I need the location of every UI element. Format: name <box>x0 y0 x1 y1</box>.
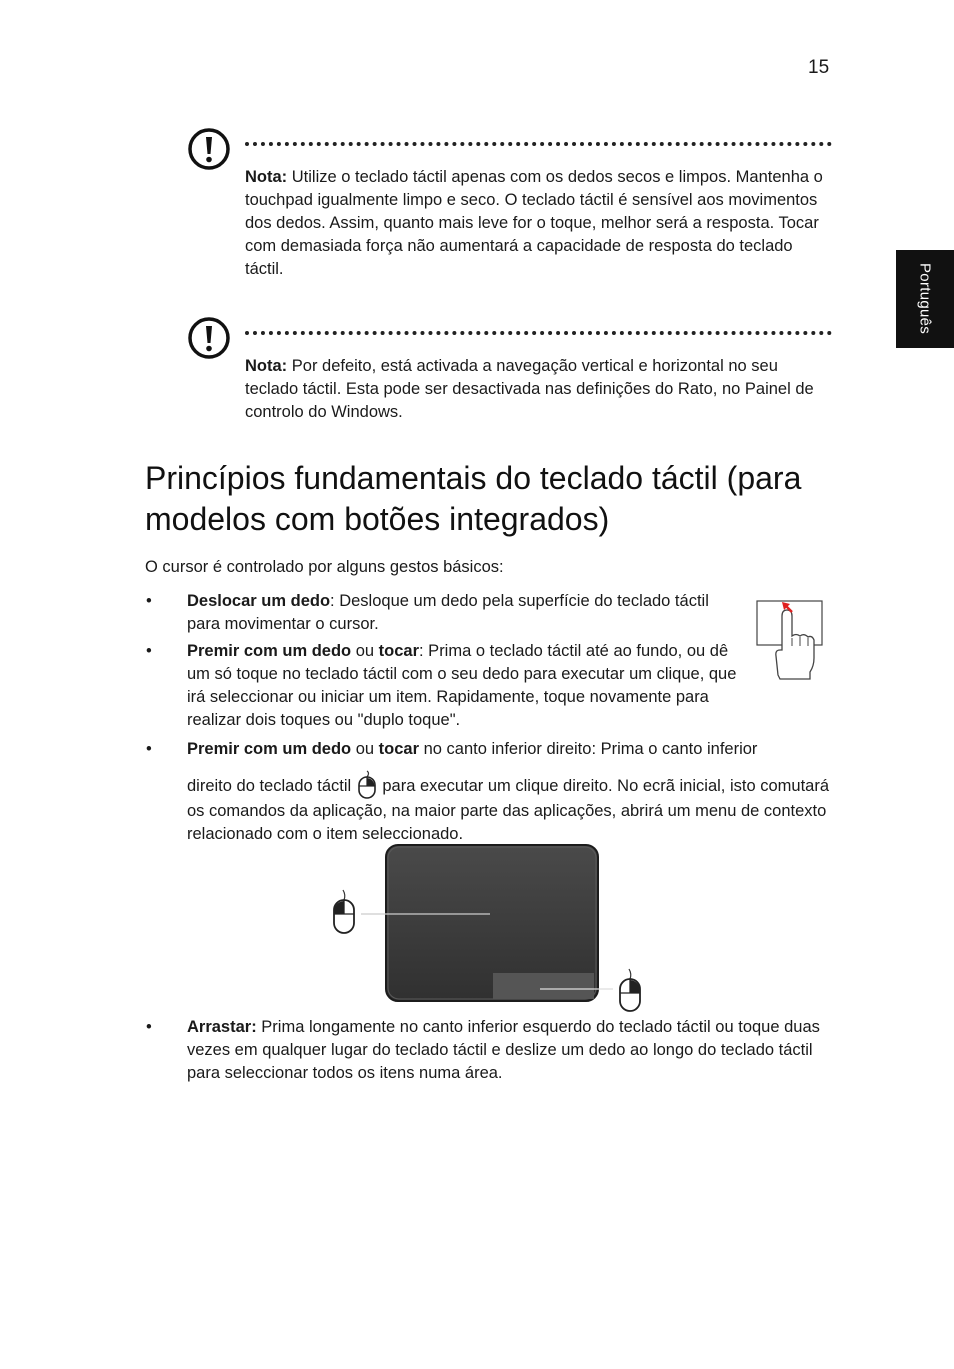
right-click-mouse-icon <box>620 969 640 1011</box>
bullet-1 <box>187 590 737 636</box>
bullet-4 <box>187 1016 827 1085</box>
bullet-2-bold-2: tocar <box>378 642 420 660</box>
note-1-text: Utilize o teclado táctil apenas com os dedos secos e limpos. Mantenha o touchpad igualmente limpo e seco. O teclado táctil é sensível aos movimentos dos dedos. Assim, quanto mais leve for o toque, melhor será a resposta. Tocar com demasiada força não aumentará a capacidade de resposta do teclado táctil. <box>245 168 823 278</box>
mouse-icon <box>357 770 377 800</box>
bullet-1-text: : Desloque um dedo pela superfície do teclado táctil para movimentar o cursor. <box>187 592 709 633</box>
bullet-2-text: : Prima o teclado táctil até ao fundo, ou dê um só toque no teclado táctil com o seu dedo para executar um clique, que irá seleccionar ou iniciar um item. Rapidamente, toque novamente para realizar dois toques ou "duplo toque". <box>187 642 737 729</box>
bullet-3-mid: ou <box>351 740 379 758</box>
note-1 <box>245 166 825 281</box>
touchpad-illustration <box>330 843 650 1020</box>
bullet-1-marker: • <box>146 592 152 610</box>
bullet-3-line-1 <box>187 738 847 761</box>
language-tab-label: Português <box>916 263 934 335</box>
note-icon-1 <box>187 127 231 178</box>
bullet-4-text: Prima longamente no canto inferior esquerdo do teclado táctil ou toque duas vezes em qualquer lugar do teclado táctil e deslize um dedo ao longo do teclado táctil para seleccionar todos os itens numa área. <box>187 1018 820 1082</box>
bullet-3-text-2: direito do teclado táctil <box>187 777 352 795</box>
bullet-2-bold-1: Premir com um dedo <box>187 642 352 660</box>
note-2 <box>245 355 825 424</box>
bullet-3-text-3: para executar um clique direito. No ecrã inicial, isto comutará os comandos da aplicação, na maior parte das aplicações, abrirá um menu de contexto relacionado com o item seleccionado. <box>187 777 829 843</box>
page-number: 15 <box>808 57 830 78</box>
exclamation-circle-icon <box>187 127 231 171</box>
note-2-text: Por defeito, está activada a navegação vertical e horizontal no seu teclado táctil. Esta pode ser desactivada nas definições do Rato, no Painel de controlo do Windows. <box>245 357 814 421</box>
bullet-2-marker: • <box>146 642 152 660</box>
section-heading: Princípios fundamentais do teclado táctil (para modelos com botões integrados) <box>145 460 802 537</box>
bullet-3-marker: • <box>146 740 152 758</box>
bullet-3-bold-2: tocar <box>378 740 420 758</box>
note-2-label: Nota: <box>245 357 288 375</box>
bullet-3-line-2 <box>187 770 847 846</box>
note-1-label: Nota: <box>245 168 288 186</box>
bullet-2 <box>187 640 739 732</box>
note-icon-2 <box>187 316 231 367</box>
finger-touch-icon <box>756 600 824 682</box>
language-tab <box>896 250 954 348</box>
bullet-3-text-1: no canto inferior direito: Prima o canto inferior <box>419 740 758 758</box>
intro-text: O cursor é controlado por alguns gestos básicos: <box>145 558 504 576</box>
note-divider-2 <box>245 331 832 335</box>
bullet-1-bold: Deslocar um dedo <box>187 592 331 610</box>
exclamation-circle-icon <box>187 316 231 360</box>
left-click-mouse-icon <box>334 890 354 933</box>
bullet-2-mid: ou <box>351 642 379 660</box>
touchpad-diagram <box>330 843 650 1013</box>
note-divider-1 <box>245 142 832 146</box>
bullet-4-bold: Arrastar: <box>187 1018 257 1036</box>
bullet-3-bold-1: Premir com um dedo <box>187 740 352 758</box>
bullet-4-marker: • <box>146 1018 152 1036</box>
finger-touch-illustration <box>756 600 824 689</box>
